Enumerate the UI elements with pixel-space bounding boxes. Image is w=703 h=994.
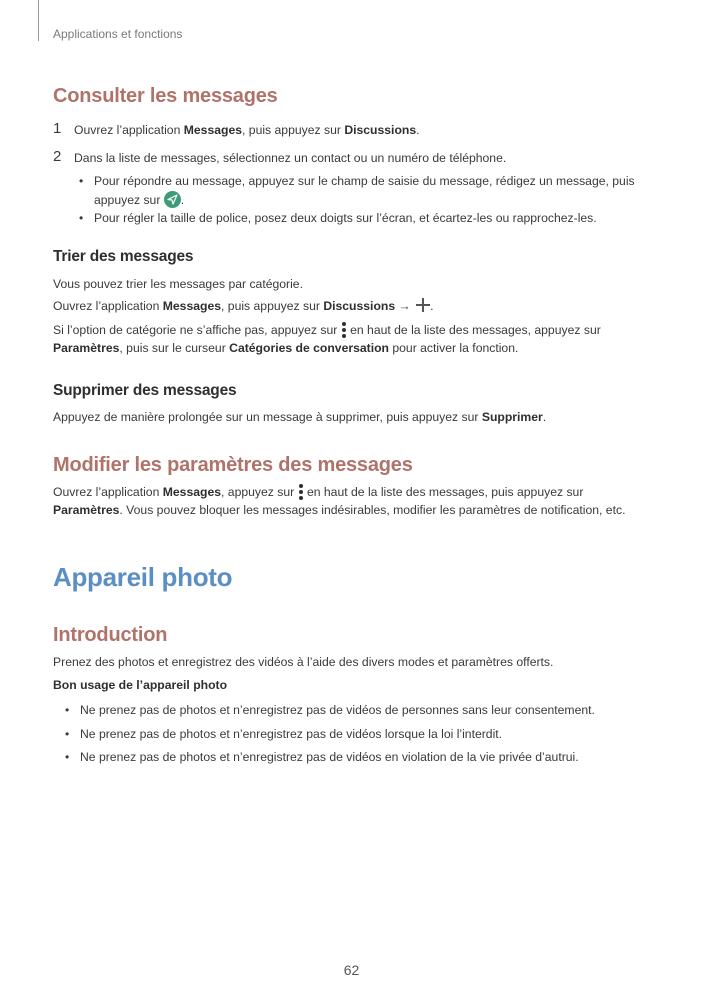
bullet-marker: • bbox=[65, 727, 70, 741]
trier-paragraph-1: Vous pouvez trier les messages par catégorie. bbox=[53, 277, 303, 291]
subsection-title-trier: Trier des messages bbox=[53, 248, 194, 265]
step-1-text: Ouvrez l’application Messages, puis appuyez sur Discussions. bbox=[74, 123, 420, 137]
bullet-marker: • bbox=[79, 211, 84, 225]
page-number: 62 bbox=[343, 962, 360, 978]
step-number-2: 2 bbox=[53, 148, 62, 165]
intro-bullet-3: Ne prenez pas de photos et n’enregistrez pas de vidéos en violation de la vie privée d’autrui. bbox=[80, 750, 579, 764]
intro-paragraph: Prenez des photos et enregistrez des vidéos à l’aide des divers modes et paramètres offerts. bbox=[53, 655, 554, 669]
more-options-icon bbox=[298, 483, 304, 501]
step-2-bullet-2: Pour régler la taille de police, posez deux doigts sur l’écran, et écartez-les ou rapprochez-les. bbox=[94, 211, 597, 225]
intro-subheading: Bon usage de l’appareil photo bbox=[53, 678, 228, 692]
section-title-introduction: Introduction bbox=[53, 624, 168, 646]
intro-bullet-1: Ne prenez pas de photos et n’enregistrez pas de vidéos de personnes sans leur consentement. bbox=[80, 703, 595, 717]
trier-paragraph-2: Ouvrez l’application Messages, puis appuyez sur Discussions → . bbox=[53, 299, 434, 313]
chapter-title: Appareil photo bbox=[53, 562, 233, 592]
bullet-marker: • bbox=[79, 174, 84, 188]
step-2-text: Dans la liste de messages, sélectionnez un contact ou un numéro de téléphone. bbox=[74, 151, 507, 165]
trier-paragraph-3: Si l’option de catégorie ne s’affiche pas, appuyez sur en haut de la liste des messages, appuyez sur Paramètres, puis sur le curseur Catégories de conversation pour activer la fonction. bbox=[53, 323, 601, 356]
more-options-icon bbox=[341, 321, 347, 339]
bullet-marker: • bbox=[65, 750, 70, 764]
intro-bullet-2: Ne prenez pas de photos et n’enregistrez pas de vidéos lorsque la loi l’interdit. bbox=[80, 727, 503, 741]
modifier-paragraph: Ouvrez l’application Messages, appuyez sur en haut de la liste des messages, puis appuyez sur Paramètres. Vous pouvez bloquer les messages indésirables, modifier les paramètres de notification, etc. bbox=[53, 485, 626, 518]
header-rule bbox=[38, 0, 39, 41]
step-number-1: 1 bbox=[53, 120, 62, 137]
bullet-marker: • bbox=[65, 703, 70, 717]
step-2-bullet-1: Pour répondre au message, appuyez sur le champ de saisie du message, rédigez un message, puis appuyez sur . bbox=[94, 174, 635, 208]
plus-icon bbox=[416, 298, 430, 312]
section-title-consulter: Consulter les messages bbox=[53, 85, 278, 107]
running-header: Applications et fonctions bbox=[53, 27, 183, 41]
section-title-modifier: Modifier les paramètres des messages bbox=[53, 454, 413, 476]
send-icon bbox=[164, 191, 181, 208]
subsection-title-supprimer: Supprimer des messages bbox=[53, 382, 237, 399]
supprimer-paragraph: Appuyez de manière prolongée sur un message à supprimer, puis appuyez sur Supprimer. bbox=[53, 410, 547, 424]
